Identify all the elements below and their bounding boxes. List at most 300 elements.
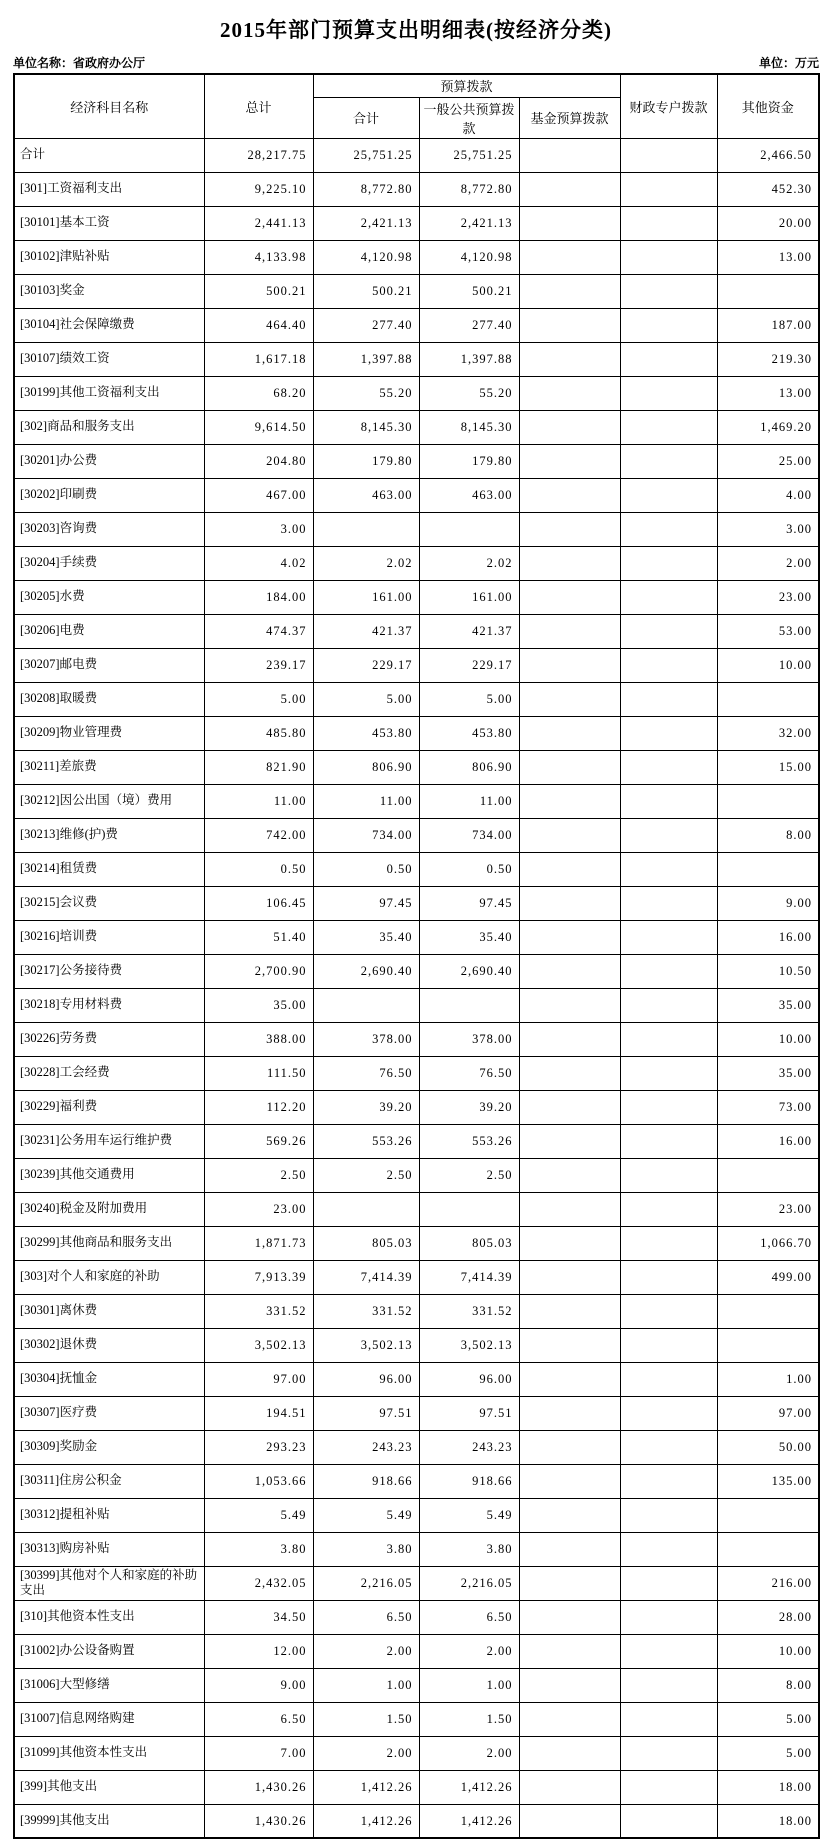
budget-subtotal-cell: 3,502.13 (313, 1328, 419, 1362)
other-funds-cell: 28.00 (717, 1600, 819, 1634)
other-funds-cell: 35.00 (717, 988, 819, 1022)
other-funds-cell: 1,469.20 (717, 410, 819, 444)
general-public-budget-cell: 553.26 (419, 1124, 519, 1158)
subject-name-cell: [30299]其他商品和服务支出 (14, 1226, 204, 1260)
meta-row (13, 54, 819, 71)
fiscal-special-account-cell (620, 648, 717, 682)
table-row (14, 308, 819, 342)
table-row (14, 342, 819, 376)
other-funds-cell: 18.00 (717, 1770, 819, 1804)
other-funds-cell: 97.00 (717, 1396, 819, 1430)
budget-subtotal-cell: 97.45 (313, 886, 419, 920)
fiscal-special-account-cell (620, 1124, 717, 1158)
subject-name-cell: [30206]电费 (14, 614, 204, 648)
other-funds-cell: 1.00 (717, 1362, 819, 1396)
total-cell: 35.00 (204, 988, 313, 1022)
other-funds-cell: 219.30 (717, 342, 819, 376)
budget-subtotal-cell: 179.80 (313, 444, 419, 478)
total-cell: 1,430.26 (204, 1770, 313, 1804)
other-funds-cell: 187.00 (717, 308, 819, 342)
general-public-budget-cell: 2,421.13 (419, 206, 519, 240)
budget-subtotal-cell: 453.80 (313, 716, 419, 750)
fiscal-special-account-cell (620, 1430, 717, 1464)
fund-budget-cell (519, 682, 620, 716)
fiscal-special-account-cell (620, 614, 717, 648)
table-row (14, 1600, 819, 1634)
budget-subtotal-cell: 229.17 (313, 648, 419, 682)
general-public-budget-cell: 0.50 (419, 852, 519, 886)
total-cell: 500.21 (204, 274, 313, 308)
fund-budget-cell (519, 1124, 620, 1158)
fiscal-special-account-cell (620, 1668, 717, 1702)
general-public-budget-cell (419, 512, 519, 546)
general-public-budget-cell: 2.00 (419, 1736, 519, 1770)
table-row (14, 1294, 819, 1328)
fund-budget-cell (519, 478, 620, 512)
budget-subtotal-cell (313, 988, 419, 1022)
other-funds-cell: 8.00 (717, 1668, 819, 1702)
fiscal-special-account-cell (620, 478, 717, 512)
budget-subtotal-cell (313, 1192, 419, 1226)
general-public-budget-cell: 179.80 (419, 444, 519, 478)
fiscal-special-account-cell (620, 1294, 717, 1328)
subject-name-cell: [30207]邮电费 (14, 648, 204, 682)
other-funds-cell: 23.00 (717, 1192, 819, 1226)
subject-name-cell: [399]其他支出 (14, 1770, 204, 1804)
total-cell: 2,700.90 (204, 954, 313, 988)
fiscal-special-account-cell (620, 1226, 717, 1260)
fund-budget-cell (519, 886, 620, 920)
fund-budget-cell (519, 1158, 620, 1192)
header-budget-subtotal: 合计 (313, 97, 419, 138)
other-funds-cell: 5.00 (717, 1736, 819, 1770)
table-row (14, 1090, 819, 1124)
fund-budget-cell (519, 274, 620, 308)
total-cell: 194.51 (204, 1396, 313, 1430)
table-row (14, 138, 819, 172)
header-other-funds: 其他资金 (717, 74, 819, 138)
other-funds-cell (717, 1158, 819, 1192)
other-funds-cell: 4.00 (717, 478, 819, 512)
budget-subtotal-cell: 1,412.26 (313, 1770, 419, 1804)
other-funds-cell: 25.00 (717, 444, 819, 478)
table-row (14, 512, 819, 546)
fund-budget-cell (519, 818, 620, 852)
fund-budget-cell (519, 1464, 620, 1498)
general-public-budget-cell: 7,414.39 (419, 1260, 519, 1294)
other-funds-cell: 2,466.50 (717, 138, 819, 172)
budget-subtotal-cell: 8,145.30 (313, 410, 419, 444)
other-funds-cell (717, 852, 819, 886)
total-cell: 331.52 (204, 1294, 313, 1328)
other-funds-cell: 23.00 (717, 580, 819, 614)
budget-subtotal-cell: 918.66 (313, 1464, 419, 1498)
general-public-budget-cell: 1,412.26 (419, 1770, 519, 1804)
fiscal-special-account-cell (620, 1056, 717, 1090)
other-funds-cell: 216.00 (717, 1566, 819, 1600)
total-cell: 111.50 (204, 1056, 313, 1090)
fund-budget-cell (519, 1566, 620, 1600)
table-row (14, 376, 819, 410)
fund-budget-cell (519, 988, 620, 1022)
subject-name-cell: [30204]手续费 (14, 546, 204, 580)
budget-subtotal-cell: 7,414.39 (313, 1260, 419, 1294)
subject-name-cell: [30307]医疗费 (14, 1396, 204, 1430)
budget-subtotal-cell: 0.50 (313, 852, 419, 886)
general-public-budget-cell: 55.20 (419, 376, 519, 410)
general-public-budget-cell: 463.00 (419, 478, 519, 512)
total-cell: 112.20 (204, 1090, 313, 1124)
general-public-budget-cell: 4,120.98 (419, 240, 519, 274)
total-cell: 51.40 (204, 920, 313, 954)
other-funds-cell: 499.00 (717, 1260, 819, 1294)
table-header (14, 74, 819, 138)
fiscal-special-account-cell (620, 1328, 717, 1362)
general-public-budget-cell: 6.50 (419, 1600, 519, 1634)
other-funds-cell (717, 1294, 819, 1328)
table-row (14, 750, 819, 784)
total-cell: 293.23 (204, 1430, 313, 1464)
budget-subtotal-cell: 6.50 (313, 1600, 419, 1634)
subject-name-cell: [310]其他资本性支出 (14, 1600, 204, 1634)
total-cell: 1,430.26 (204, 1804, 313, 1838)
table-row (14, 716, 819, 750)
general-public-budget-cell: 25,751.25 (419, 138, 519, 172)
unit-of-measure-label: 单位：万元 (758, 56, 819, 70)
other-funds-cell: 135.00 (717, 1464, 819, 1498)
fiscal-special-account-cell (620, 1260, 717, 1294)
total-cell: 464.40 (204, 308, 313, 342)
subject-name-cell: [30231]公务用车运行维护费 (14, 1124, 204, 1158)
table-row (14, 444, 819, 478)
total-cell: 569.26 (204, 1124, 313, 1158)
general-public-budget-cell: 3.80 (419, 1532, 519, 1566)
budget-subtotal-cell: 805.03 (313, 1226, 419, 1260)
subject-name-cell: [30211]差旅费 (14, 750, 204, 784)
fiscal-special-account-cell (620, 716, 717, 750)
budget-subtotal-cell: 5.49 (313, 1498, 419, 1532)
budget-subtotal-cell: 25,751.25 (313, 138, 419, 172)
other-funds-cell: 15.00 (717, 750, 819, 784)
fund-budget-cell (519, 1600, 620, 1634)
fiscal-special-account-cell (620, 444, 717, 478)
other-funds-cell: 50.00 (717, 1430, 819, 1464)
total-cell: 7.00 (204, 1736, 313, 1770)
other-funds-cell: 1,066.70 (717, 1226, 819, 1260)
fiscal-special-account-cell (620, 206, 717, 240)
budget-subtotal-cell: 806.90 (313, 750, 419, 784)
fund-budget-cell (519, 920, 620, 954)
total-cell: 9.00 (204, 1668, 313, 1702)
budget-subtotal-cell: 39.20 (313, 1090, 419, 1124)
other-funds-cell: 16.00 (717, 920, 819, 954)
fund-budget-cell (519, 1702, 620, 1736)
fiscal-special-account-cell (620, 138, 717, 172)
subject-name-cell: [302]商品和服务支出 (14, 410, 204, 444)
subject-name-cell: [30103]奖金 (14, 274, 204, 308)
fiscal-special-account-cell (620, 172, 717, 206)
fiscal-special-account-cell (620, 512, 717, 546)
subject-name-cell: [30201]办公费 (14, 444, 204, 478)
total-cell: 4.02 (204, 546, 313, 580)
fund-budget-cell (519, 1362, 620, 1396)
other-funds-cell: 3.00 (717, 512, 819, 546)
table-row (14, 546, 819, 580)
table-row (14, 1226, 819, 1260)
table-row (14, 818, 819, 852)
fiscal-special-account-cell (620, 1600, 717, 1634)
fiscal-special-account-cell (620, 1158, 717, 1192)
total-cell: 28,217.75 (204, 138, 313, 172)
table-row (14, 1668, 819, 1702)
fund-budget-cell (519, 1804, 620, 1838)
fund-budget-cell (519, 1668, 620, 1702)
other-funds-cell: 53.00 (717, 614, 819, 648)
general-public-budget-cell (419, 988, 519, 1022)
general-public-budget-cell: 805.03 (419, 1226, 519, 1260)
total-cell: 2,441.13 (204, 206, 313, 240)
budget-subtotal-cell: 2,421.13 (313, 206, 419, 240)
other-funds-cell: 10.50 (717, 954, 819, 988)
budget-subtotal-cell: 1.00 (313, 1668, 419, 1702)
table-row (14, 1634, 819, 1668)
fund-budget-cell (519, 342, 620, 376)
fund-budget-cell (519, 716, 620, 750)
general-public-budget-cell: 421.37 (419, 614, 519, 648)
budget-subtotal-cell: 1,412.26 (313, 1804, 419, 1838)
budget-subtotal-cell: 734.00 (313, 818, 419, 852)
budget-subtotal-cell: 378.00 (313, 1022, 419, 1056)
table-row (14, 1804, 819, 1838)
table-row (14, 172, 819, 206)
total-cell: 97.00 (204, 1362, 313, 1396)
budget-subtotal-cell: 3.80 (313, 1532, 419, 1566)
subject-name-cell: [30309]奖励金 (14, 1430, 204, 1464)
total-cell: 5.00 (204, 682, 313, 716)
fiscal-special-account-cell (620, 682, 717, 716)
table-row (14, 206, 819, 240)
budget-subtotal-cell: 243.23 (313, 1430, 419, 1464)
fund-budget-cell (519, 410, 620, 444)
general-public-budget-cell: 500.21 (419, 274, 519, 308)
table-row (14, 1736, 819, 1770)
fund-budget-cell (519, 1260, 620, 1294)
subject-name-cell: [30301]离休费 (14, 1294, 204, 1328)
header-general-public-budget: 一般公共预算拨款 (419, 97, 519, 138)
fiscal-special-account-cell (620, 886, 717, 920)
budget-subtotal-cell: 421.37 (313, 614, 419, 648)
table-row (14, 920, 819, 954)
table-row (14, 988, 819, 1022)
fund-budget-cell (519, 852, 620, 886)
subject-name-cell: [30240]税金及附加费用 (14, 1192, 204, 1226)
table-row (14, 852, 819, 886)
total-cell: 34.50 (204, 1600, 313, 1634)
total-cell: 1,617.18 (204, 342, 313, 376)
table-row (14, 1566, 819, 1600)
table-row (14, 1770, 819, 1804)
total-cell: 23.00 (204, 1192, 313, 1226)
header-row-top (14, 74, 819, 97)
general-public-budget-cell: 5.49 (419, 1498, 519, 1532)
subject-name-cell: [30217]公务接待费 (14, 954, 204, 988)
table-row (14, 410, 819, 444)
fund-budget-cell (519, 954, 620, 988)
fiscal-special-account-cell (620, 1702, 717, 1736)
budget-subtotal-cell: 161.00 (313, 580, 419, 614)
total-cell: 3.00 (204, 512, 313, 546)
table-row (14, 1498, 819, 1532)
subject-name-cell: [30302]退休费 (14, 1328, 204, 1362)
fiscal-special-account-cell (620, 988, 717, 1022)
budget-table (13, 73, 820, 1839)
fund-budget-cell (519, 1328, 620, 1362)
budget-subtotal-cell: 2.50 (313, 1158, 419, 1192)
budget-subtotal-cell: 76.50 (313, 1056, 419, 1090)
fiscal-special-account-cell (620, 308, 717, 342)
budget-subtotal-cell (313, 512, 419, 546)
general-public-budget-cell: 3,502.13 (419, 1328, 519, 1362)
general-public-budget-cell: 806.90 (419, 750, 519, 784)
budget-subtotal-cell: 2,216.05 (313, 1566, 419, 1600)
fund-budget-cell (519, 172, 620, 206)
fiscal-special-account-cell (620, 376, 717, 410)
fund-budget-cell (519, 1090, 620, 1124)
other-funds-cell (717, 682, 819, 716)
total-cell: 485.80 (204, 716, 313, 750)
other-funds-cell: 9.00 (717, 886, 819, 920)
total-cell: 4,133.98 (204, 240, 313, 274)
total-cell: 6.50 (204, 1702, 313, 1736)
other-funds-cell: 16.00 (717, 1124, 819, 1158)
subject-name-cell: [303]对个人和家庭的补助 (14, 1260, 204, 1294)
general-public-budget-cell: 2.00 (419, 1634, 519, 1668)
general-public-budget-cell: 39.20 (419, 1090, 519, 1124)
subject-name-cell: [30228]工会经费 (14, 1056, 204, 1090)
fund-budget-cell (519, 240, 620, 274)
general-public-budget-cell: 453.80 (419, 716, 519, 750)
table-row (14, 614, 819, 648)
subject-name-cell: [30107]绩效工资 (14, 342, 204, 376)
fiscal-special-account-cell (620, 784, 717, 818)
table-body (14, 138, 819, 1838)
fiscal-special-account-cell (620, 1498, 717, 1532)
fund-budget-cell (519, 1294, 620, 1328)
general-public-budget-cell: 378.00 (419, 1022, 519, 1056)
subject-name-cell: [30202]印刷费 (14, 478, 204, 512)
subject-name-cell: [31006]大型修缮 (14, 1668, 204, 1702)
budget-subtotal-cell: 96.00 (313, 1362, 419, 1396)
subject-name-cell: [30101]基本工资 (14, 206, 204, 240)
subject-name-cell: [30313]购房补贴 (14, 1532, 204, 1566)
total-cell: 467.00 (204, 478, 313, 512)
subject-name-cell: 合计 (14, 138, 204, 172)
total-cell: 239.17 (204, 648, 313, 682)
budget-subtotal-cell: 2.00 (313, 1634, 419, 1668)
table-row (14, 478, 819, 512)
subject-name-cell: [30239]其他交通费用 (14, 1158, 204, 1192)
fiscal-special-account-cell (620, 954, 717, 988)
general-public-budget-cell: 229.17 (419, 648, 519, 682)
subject-name-cell: [30212]因公出国（境）费用 (14, 784, 204, 818)
total-cell: 1,053.66 (204, 1464, 313, 1498)
general-public-budget-cell: 1,397.88 (419, 342, 519, 376)
general-public-budget-cell: 331.52 (419, 1294, 519, 1328)
fiscal-special-account-cell (620, 580, 717, 614)
fund-budget-cell (519, 376, 620, 410)
fiscal-special-account-cell (620, 1804, 717, 1838)
fiscal-special-account-cell (620, 1192, 717, 1226)
total-cell: 474.37 (204, 614, 313, 648)
general-public-budget-cell: 2,690.40 (419, 954, 519, 988)
other-funds-cell (717, 1532, 819, 1566)
subject-name-cell: [30216]培训费 (14, 920, 204, 954)
total-cell: 7,913.39 (204, 1260, 313, 1294)
fund-budget-cell (519, 750, 620, 784)
budget-subtotal-cell: 55.20 (313, 376, 419, 410)
fund-budget-cell (519, 1396, 620, 1430)
header-fund-budget: 基金预算拨款 (519, 97, 620, 138)
budget-subtotal-cell: 1,397.88 (313, 342, 419, 376)
budget-subtotal-cell: 2.00 (313, 1736, 419, 1770)
total-cell: 9,225.10 (204, 172, 313, 206)
total-cell: 388.00 (204, 1022, 313, 1056)
total-cell: 3.80 (204, 1532, 313, 1566)
fund-budget-cell (519, 1770, 620, 1804)
total-cell: 184.00 (204, 580, 313, 614)
fiscal-special-account-cell (620, 546, 717, 580)
fiscal-special-account-cell (620, 1566, 717, 1600)
budget-subtotal-cell: 331.52 (313, 1294, 419, 1328)
general-public-budget-cell: 5.00 (419, 682, 519, 716)
general-public-budget-cell: 2.02 (419, 546, 519, 580)
fund-budget-cell (519, 1532, 620, 1566)
budget-subtotal-cell: 1.50 (313, 1702, 419, 1736)
fiscal-special-account-cell (620, 750, 717, 784)
table-row (14, 1532, 819, 1566)
fiscal-special-account-cell (620, 410, 717, 444)
fiscal-special-account-cell (620, 1464, 717, 1498)
total-cell: 2.50 (204, 1158, 313, 1192)
budget-subtotal-cell: 5.00 (313, 682, 419, 716)
total-cell: 2,432.05 (204, 1566, 313, 1600)
table-row (14, 954, 819, 988)
total-cell: 0.50 (204, 852, 313, 886)
subject-name-cell: [31099]其他资本性支出 (14, 1736, 204, 1770)
fund-budget-cell (519, 308, 620, 342)
total-cell: 204.80 (204, 444, 313, 478)
total-cell: 742.00 (204, 818, 313, 852)
subject-name-cell: [30102]津贴补贴 (14, 240, 204, 274)
budget-subtotal-cell: 463.00 (313, 478, 419, 512)
subject-name-cell: [30226]劳务费 (14, 1022, 204, 1056)
budget-subtotal-cell: 8,772.80 (313, 172, 419, 206)
general-public-budget-cell: 1.00 (419, 1668, 519, 1702)
other-funds-cell: 73.00 (717, 1090, 819, 1124)
page-title: 2015年部门预算支出明细表(按经济分类) (220, 18, 612, 42)
subject-name-cell: [30215]会议费 (14, 886, 204, 920)
budget-subtotal-cell: 11.00 (313, 784, 419, 818)
budget-subtotal-cell: 553.26 (313, 1124, 419, 1158)
other-funds-cell (717, 784, 819, 818)
fund-budget-cell (519, 512, 620, 546)
fund-budget-cell (519, 138, 620, 172)
fiscal-special-account-cell (620, 342, 717, 376)
total-cell: 106.45 (204, 886, 313, 920)
fund-budget-cell (519, 1634, 620, 1668)
fiscal-special-account-cell (620, 240, 717, 274)
general-public-budget-cell: 2,216.05 (419, 1566, 519, 1600)
